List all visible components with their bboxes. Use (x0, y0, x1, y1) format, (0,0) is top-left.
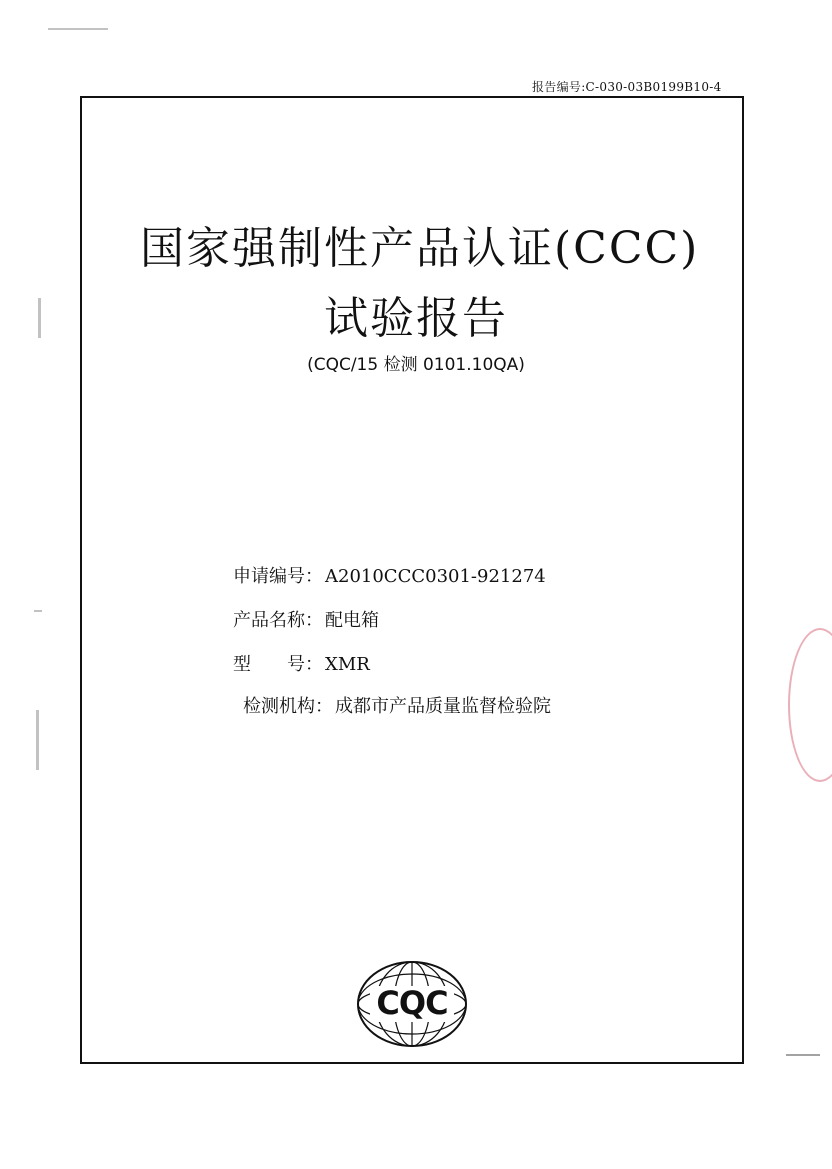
cqc-logo-icon (356, 960, 468, 1048)
main-title: 国家强制性产品认证(CCC) (140, 223, 700, 274)
scan-artifact (786, 1054, 820, 1056)
standard-code: (CQC/15 检测 0101.10QA) (307, 355, 525, 375)
field-label: 检测机构： (243, 696, 333, 717)
field-application-number (233, 562, 546, 588)
field-label: 申请编号： (233, 566, 323, 587)
scan-artifact (34, 610, 42, 612)
logo-label: CQC (376, 984, 448, 1022)
field-product-name (233, 606, 379, 632)
field-value: A2010CCC0301-921274 (325, 566, 546, 587)
report-number: 报告编号:C-030-03B0199B10-4 (532, 80, 722, 94)
scan-artifact (36, 710, 39, 770)
field-label: 产品名称： (233, 610, 323, 631)
field-value: 成都市产品质量监督检验院 (335, 696, 551, 717)
field-label: 型 号： (233, 654, 323, 675)
field-value: XMR (325, 654, 370, 675)
red-seal-stamp (788, 628, 832, 782)
report-title: 试验报告 (324, 293, 508, 344)
field-testing-institution (243, 692, 551, 718)
field-value: 配电箱 (325, 610, 379, 631)
scan-artifact (38, 298, 41, 338)
scan-artifact (48, 28, 108, 30)
field-model (233, 650, 370, 676)
